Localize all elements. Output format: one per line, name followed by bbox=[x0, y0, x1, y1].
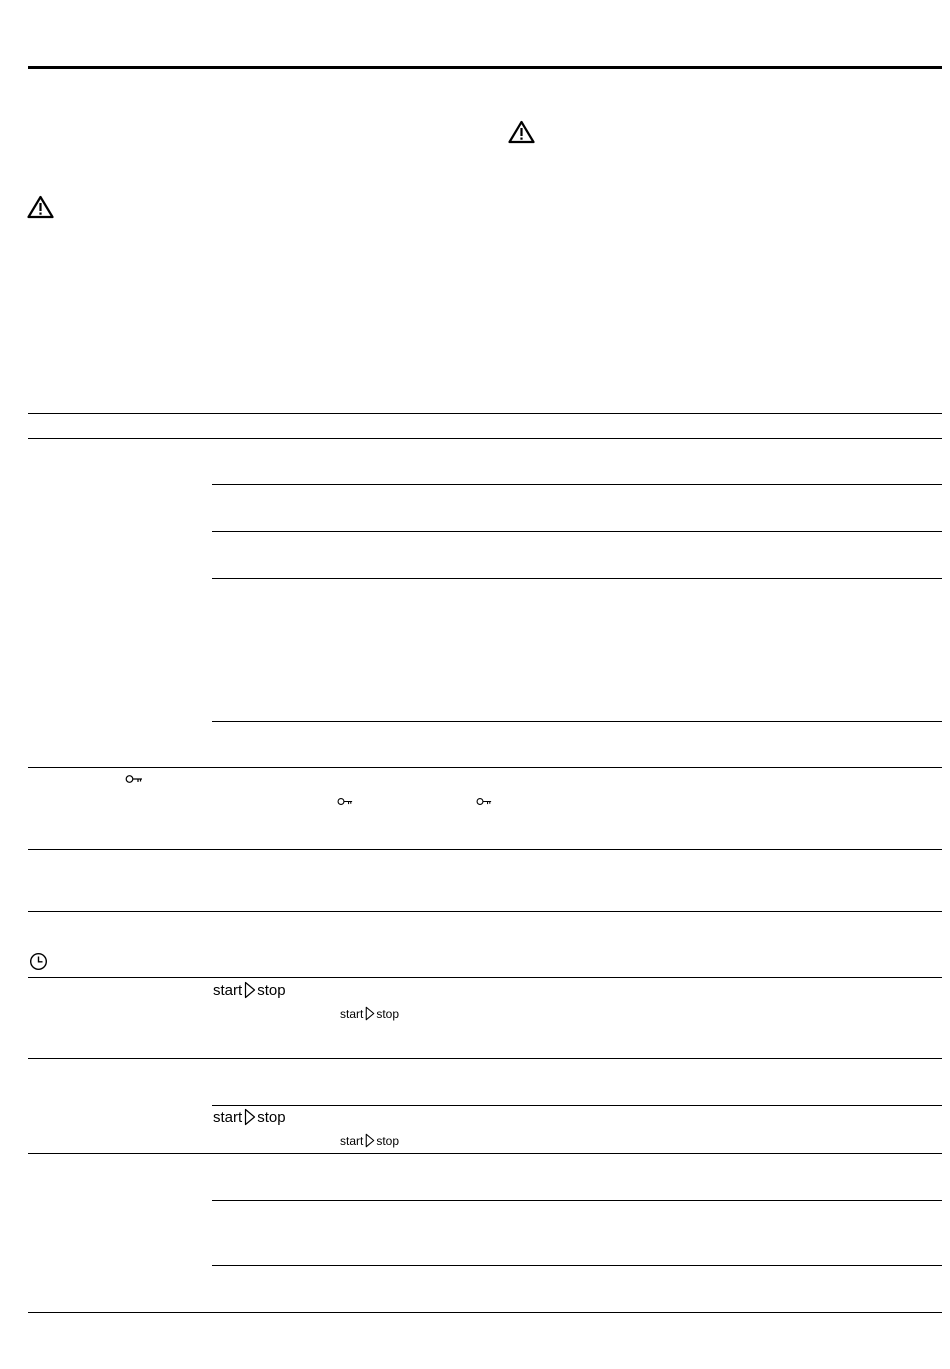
table-header-rule bbox=[28, 438, 942, 439]
play-triangle-icon bbox=[365, 1133, 375, 1148]
play-triangle-icon bbox=[365, 1006, 375, 1021]
table-group-rule bbox=[28, 977, 942, 978]
table-group-rule bbox=[28, 849, 942, 850]
start-stop-button-label bbox=[213, 1108, 286, 1126]
warning-triangle-icon bbox=[508, 120, 535, 144]
table-row-divider bbox=[212, 1200, 942, 1201]
start-stop-inline-label bbox=[340, 1133, 399, 1148]
stop-label: stop bbox=[376, 1133, 400, 1148]
key-icon bbox=[337, 797, 353, 806]
stop-label: stop bbox=[257, 1108, 286, 1126]
table-row-divider bbox=[212, 484, 942, 485]
table-group-rule bbox=[28, 1058, 942, 1059]
stop-label: stop bbox=[257, 981, 286, 999]
key-icon bbox=[476, 797, 492, 806]
start-label: start bbox=[340, 1006, 364, 1021]
play-triangle-icon bbox=[244, 981, 256, 999]
table-row-divider bbox=[212, 721, 942, 722]
header-rule bbox=[28, 66, 942, 69]
clock-icon bbox=[29, 952, 48, 971]
table-top-rule bbox=[28, 413, 942, 414]
start-label: start bbox=[213, 981, 243, 999]
start-label: start bbox=[340, 1133, 364, 1148]
table-row-divider bbox=[212, 1265, 942, 1266]
play-triangle-icon bbox=[244, 1108, 256, 1126]
table-group-rule bbox=[28, 767, 942, 768]
table-bottom-rule bbox=[28, 1312, 942, 1313]
table-group-rule bbox=[28, 1153, 942, 1154]
key-icon bbox=[125, 774, 143, 784]
start-label: start bbox=[213, 1108, 243, 1126]
table-group-rule bbox=[28, 911, 942, 912]
start-stop-inline-label bbox=[340, 1006, 399, 1021]
start-stop-button-label bbox=[213, 981, 286, 999]
table-row-divider bbox=[212, 531, 942, 532]
warning-triangle-icon bbox=[27, 195, 54, 219]
table-row-divider bbox=[212, 578, 942, 579]
stop-label: stop bbox=[376, 1006, 400, 1021]
table-row-divider bbox=[212, 1105, 942, 1106]
